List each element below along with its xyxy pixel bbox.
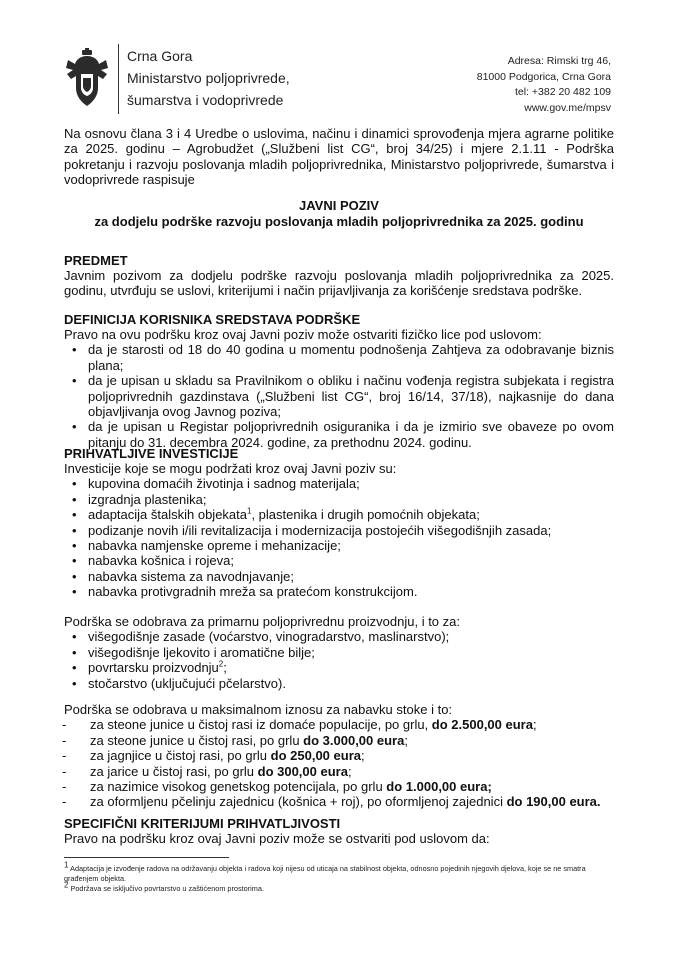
address-line: 81000 Podgorica, Crna Gora xyxy=(476,70,611,83)
list-item: • stočarstvo (uključujući pčelarstvo). xyxy=(64,676,614,691)
document-title: JAVNI POZIV xyxy=(299,198,379,213)
section-heading-definicija: DEFINICIJA KORISNIKA SREDSTAVA PODRŠKE xyxy=(64,312,361,327)
footnote-ref: 1 xyxy=(247,506,252,516)
footnote-text: Adaptacija je izvođenje radova na održavanju objekta i radova koji nijesu od uticaja na stabilnost objekta, odnosno pojedinih njegovih djelova, koje se ne smatra građenjem objekta. xyxy=(64,864,586,883)
item-text: adaptacija štalskih objekata xyxy=(88,507,247,523)
proizvodnja-list xyxy=(64,629,614,691)
list-item xyxy=(64,764,614,779)
list-item xyxy=(64,660,614,675)
footnote-number: 1 xyxy=(64,860,69,870)
item-text: za steone junice u čistoj rasi iz domaće populacije, po grlu, xyxy=(90,717,432,733)
list-item: • izgradnja plastenika; xyxy=(64,492,614,507)
footnote-text: Podržava se isključivo povrtarstvo u zaštićenom prostorima. xyxy=(68,884,264,893)
footnote-1 xyxy=(64,860,619,883)
item-text: ; xyxy=(223,660,227,676)
item-amount: do 250,00 eura xyxy=(270,748,361,764)
item-amount: do 300,00 eura xyxy=(257,763,348,779)
kriterijumi-text: Pravo na podršku kroz ovaj Javni poziv može se ostvariti pod uslovom da: xyxy=(64,831,490,846)
coat-of-arms-icon xyxy=(64,48,110,108)
item-end: ; xyxy=(404,732,408,748)
footnote-divider xyxy=(64,857,229,858)
list-item: • nabavka sistema za navodnjavanje; xyxy=(64,569,614,584)
stoka-list xyxy=(64,717,614,809)
website-line: www.gov.me/mpsv xyxy=(524,101,611,114)
list-item: • nabavka namjenske opreme i mehanizacije; xyxy=(64,538,614,553)
list-item xyxy=(64,507,614,522)
item-text: za nazimice visokog genetskog potencijala, po grlu xyxy=(90,779,387,795)
item-end: ; xyxy=(532,717,537,733)
list-item: • kupovina domaćih životinja i sadnog materijala; xyxy=(64,476,614,491)
proizvodnja-intro: Podrška se odobrava za primarnu poljoprivrednu proizvodnju, i to za: xyxy=(64,614,460,629)
section-heading-kriterijumi: SPECIFIČNI KRITERIJUMI PRIHVATLJIVOSTI xyxy=(64,816,341,831)
footnote-2 xyxy=(64,880,619,894)
item-amount: do 2.500,00 eura xyxy=(431,717,533,733)
section-heading-investicije: PRIHVATLJIVE INVESTICIJE xyxy=(64,446,239,461)
item-amount: do 190,00 eura. xyxy=(506,794,601,810)
stoka-section xyxy=(64,702,614,810)
investicije-intro: Investicije koje se mogu podržati kroz ovaj Javni poziv su: xyxy=(64,461,397,476)
item-end: ; xyxy=(360,748,365,764)
item-text: , plastenika i drugih pomoćnih objekata; xyxy=(251,507,480,523)
item-text: za oformljenu pčelinju zajednicu (košnica + roj), po oformljenoj zajednici xyxy=(90,794,507,810)
list-item: • nabavka košnica i rojeva; xyxy=(64,553,614,568)
item-text: za jagnjice u čistoj rasi, po grlu xyxy=(90,748,271,764)
footnote-ref: 2 xyxy=(218,659,224,669)
list-item xyxy=(64,779,614,794)
investicije-section xyxy=(64,461,614,600)
definicija-intro: Pravo na ovu podršku kroz ovaj Javni poziv može ostvariti fizičko lice pod uslovom: xyxy=(64,327,542,342)
item-end: ; xyxy=(347,763,352,779)
list-item xyxy=(64,794,614,809)
org-line: Ministarstvo poljoprivrede, xyxy=(127,70,290,86)
intro-paragraph: Na osnovu člana 3 i 4 Uredbe o uslovima, načinu i dinamici sprovođenja mjera agrarne politike za 2025. godinu – Agrobudžet („Službeni list CG“, broj 34/25) i mjere 2.1.11 - Podrška pokretanju i razvoju poslovanja mladih poljoprivrednika, Ministarstvo poljoprivrede, šumarstva i vodoprivrede raspisuje xyxy=(64,126,614,188)
list-item: • da je upisan u Registar poljoprivrednih osiguranika i da je izmirio sve obaveze po ovom pitanju do 31. decembra 2024. godine, za prethodnu 2024. godinu. xyxy=(64,419,614,450)
org-line: šumarstva i vodoprivrede xyxy=(127,92,284,108)
list-item: • da je starosti od 18 do 40 godina u momentu podnošenja Zahtjeva za odobravanje biznis plana; xyxy=(64,342,614,373)
section-heading-predmet: PREDMET xyxy=(64,253,128,268)
contact-address xyxy=(477,54,611,116)
item-amount: do 1.000,00 eura; xyxy=(386,779,492,795)
ministry-name xyxy=(127,45,290,111)
proizvodnja-section xyxy=(64,614,614,691)
list-item: • višegodišnje zasade (voćarstvo, vinogradarstvo, maslinarstvo); xyxy=(64,629,614,644)
list-item: • nabavka protivgradnih mreža sa pratećom konstrukcijom. xyxy=(64,584,614,599)
item-text: za steone junice u čistoj rasi, po grlu xyxy=(90,732,304,748)
list-item: • višegodišnje ljekovito i aromatične bilje; xyxy=(64,645,614,660)
stoka-intro: Podrška se odobrava u maksimalnom iznosu za nabavku stoke i to: xyxy=(64,702,453,717)
list-item: • podizanje novih i/ili revitalizacija i modernizacija postojećih višegodišnjih zasada; xyxy=(64,523,614,538)
item-amount: do 3.000,00 eura xyxy=(303,732,405,748)
phone-line: tel: +382 20 482 109 xyxy=(514,86,611,98)
definicija-section xyxy=(64,327,614,450)
item-text: za jarice u čistoj rasi, po grlu xyxy=(90,763,258,779)
list-item xyxy=(64,717,614,732)
header-divider xyxy=(118,44,119,114)
list-item: • da je upisan u skladu sa Pravilnikom o obliku i načinu vođenja registra subjekata i registra poljoprivrednih gazdinstava („Službeni list CG“, broj 16/14, 37/18), najkasnije do dana objavljivanja ovog Javnog poziva; xyxy=(64,373,614,419)
item-text: povrtarsku proizvodnju xyxy=(88,660,219,676)
investicije-list xyxy=(64,476,614,599)
list-item xyxy=(64,748,614,763)
predmet-text: Javnim pozivom za dodjelu podrške razvoju poslovanja mladih poljoprivrednika za 2025. godinu, utvrđuju se uslovi, kriterijumi i način prijavljivanja za korišćenje sredstava podrške. xyxy=(64,268,614,299)
org-line: Crna Gora xyxy=(127,48,193,64)
list-item xyxy=(64,733,614,748)
definicija-list xyxy=(64,342,614,450)
address-line: Adresa: Rimski trg 46, xyxy=(507,55,611,67)
footnote-number: 2 xyxy=(64,880,69,890)
document-subtitle: za dodjelu podrške razvoju poslovanja mladih poljoprivrednika za 2025. godinu xyxy=(94,214,584,229)
